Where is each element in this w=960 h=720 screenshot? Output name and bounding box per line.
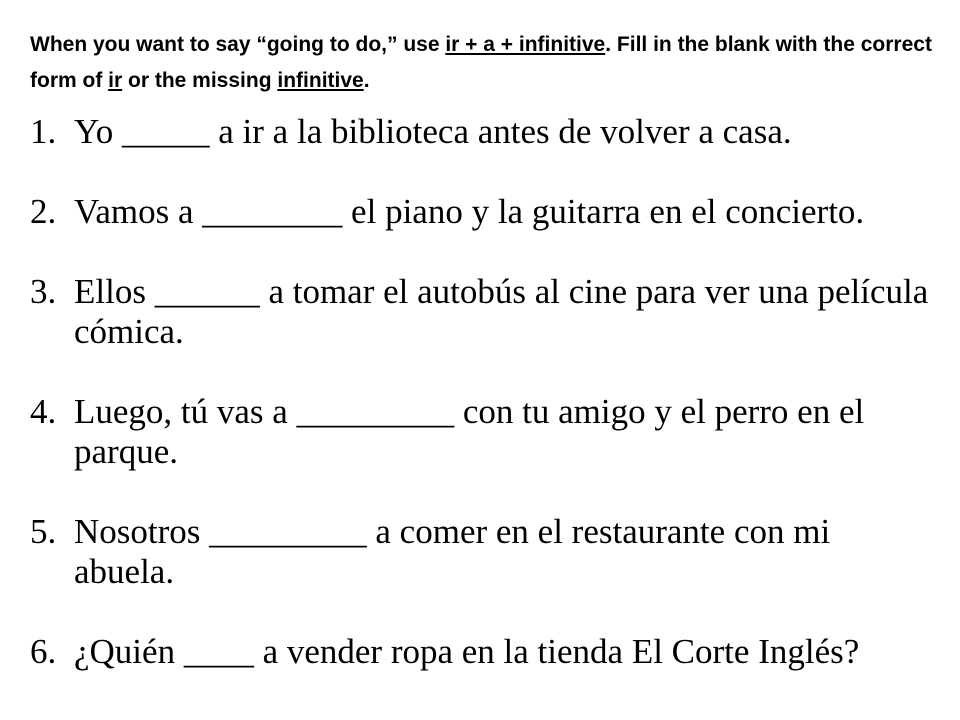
item-text: Luego, tú vas a _________ con tu amigo y el perro en el parque. xyxy=(74,392,865,471)
item-number: 3. xyxy=(30,272,57,311)
item-text: Yo _____ a ir a la biblioteca antes de volver a casa. xyxy=(74,112,792,151)
instructions xyxy=(30,27,935,99)
instructions-text-2: . Fill in the blank with the correct form of xyxy=(30,33,932,92)
instructions-text-1: When you want to say “going to do,” use xyxy=(30,33,446,56)
formula-underlined: ir + a + infinitive xyxy=(445,33,606,56)
infinitive-underlined: infinitive xyxy=(277,69,364,92)
item-text: Vamos a ________ el piano y la guitarra en el concierto. xyxy=(74,192,865,231)
exercise-item-3 xyxy=(30,272,935,352)
item-number: 6. xyxy=(30,632,57,671)
exercise-item-4 xyxy=(30,392,935,472)
ir-underlined: ir xyxy=(108,69,123,92)
item-number: 1. xyxy=(30,112,57,151)
exercise-item-5 xyxy=(30,512,935,592)
item-text: Ellos ______ a tomar el autobús al cine para ver una película cómica. xyxy=(74,272,929,351)
exercise-item-2 xyxy=(30,192,935,232)
item-text: ¿Quién ____ a vender ropa en la tienda El Corte Inglés? xyxy=(74,632,860,671)
exercise-item-6 xyxy=(30,632,935,672)
item-number: 4. xyxy=(30,392,57,431)
item-text: Nosotros _________ a comer en el restaurante con mi abuela. xyxy=(74,512,831,591)
item-number: 2. xyxy=(30,192,57,231)
exercise-list xyxy=(30,112,935,672)
exercise-item-1 xyxy=(30,112,935,152)
instructions-text-4: . xyxy=(363,69,370,92)
item-number: 5. xyxy=(30,512,57,551)
instructions-text-3: or the missing xyxy=(122,69,278,92)
